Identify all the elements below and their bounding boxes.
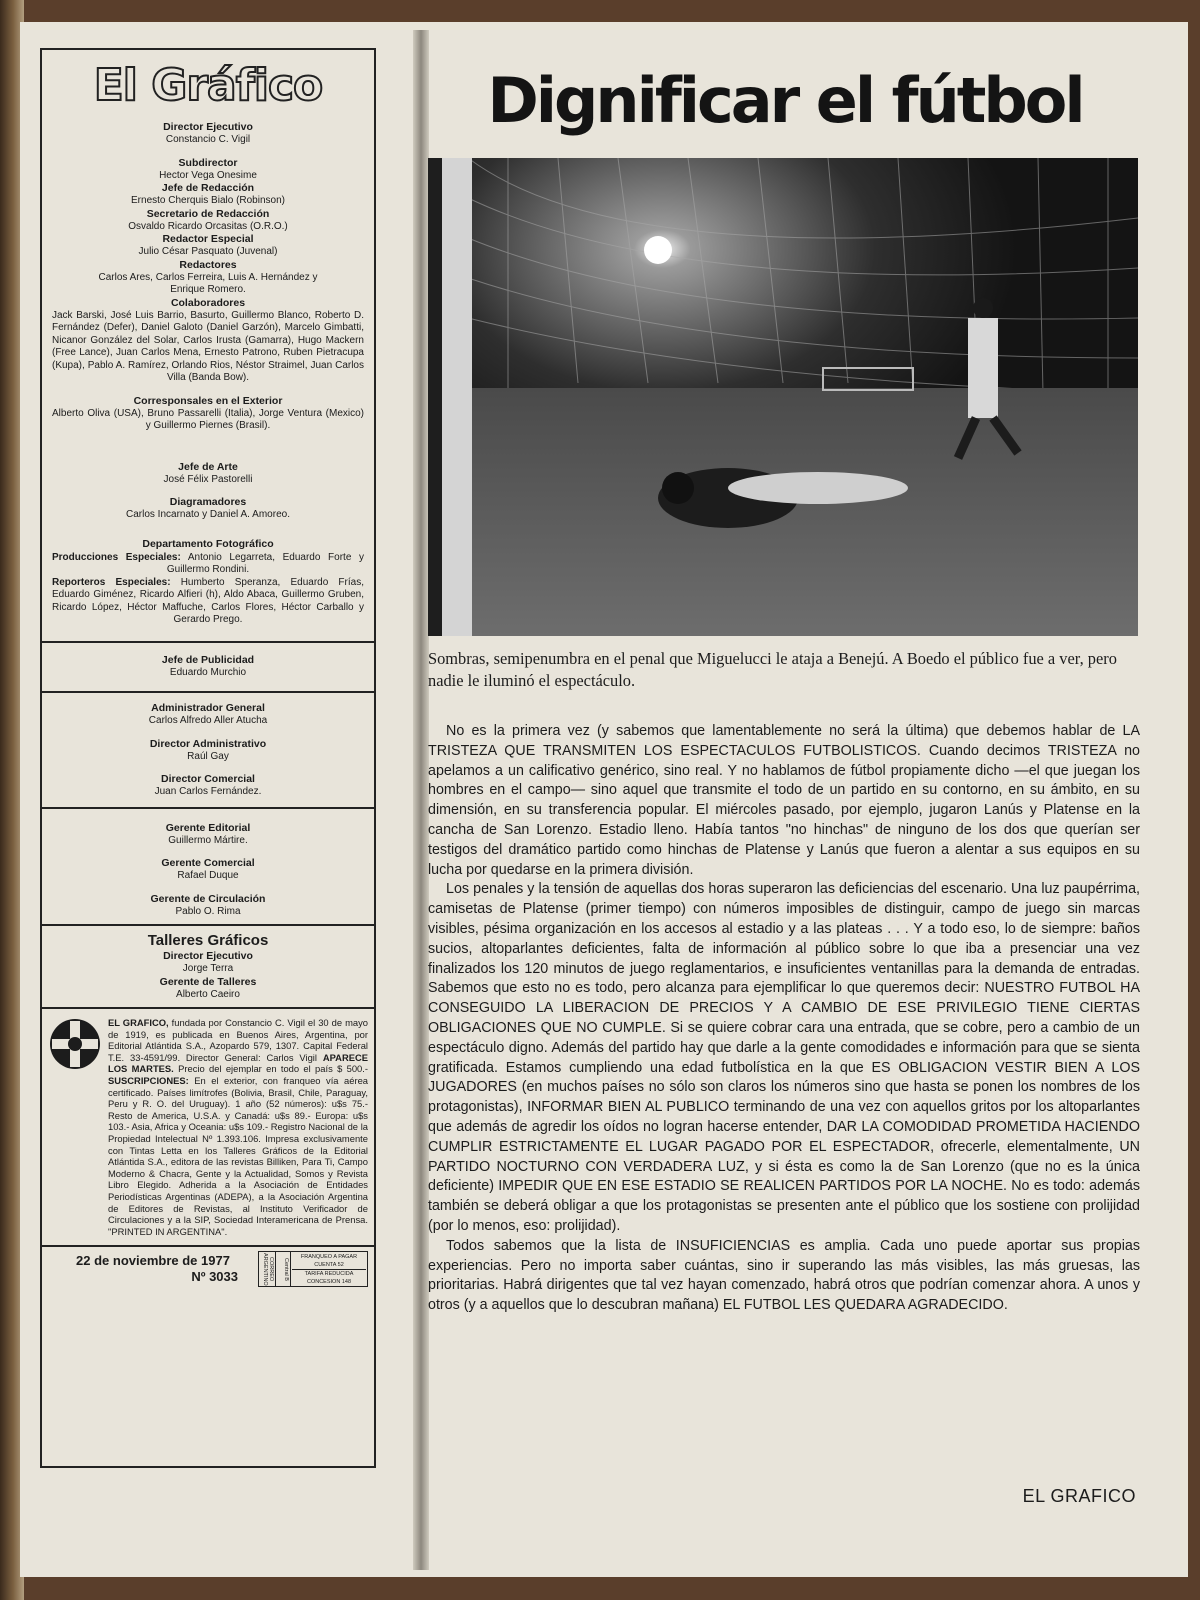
staff-role: Jefe de Redacción <box>161 182 255 194</box>
staff-names: Eduardo Murchio <box>169 666 247 678</box>
masthead-staff <box>42 50 374 643</box>
staff-names: Guillermo Mártire. <box>168 834 248 846</box>
publisher-text-part: Precio del ejemplar en todo el país $ 500.- <box>178 1063 368 1075</box>
staff-names <box>46 552 370 577</box>
postal-col: Central B <box>276 1252 291 1286</box>
publisher-lead: EL GRAFICO, <box>108 1017 169 1028</box>
publisher-text <box>108 1017 368 1237</box>
talleres-section <box>42 926 374 1009</box>
article-paragraph: Los penales y la tensión de aquellas dos horas superaron las deficiencias del escenario. Una luz paupérrima, camisetas de Platense (primer tiempo) con números imposibles de distinguir, campo de juego sin marcas visibles, pésima organización en los accesos al estadio y a las plateas . . . Y a todo eso, lo de siempre: baños sucios, altoparlantes deficientes, falta de información al público sobre lo que iba a presenciar una vez finalizados los 120 minutos de juego reglamentarios, e insuficientes ventanillas para la demanda de entradas. Sabemos que esto no es todo, pero alcanza para ejemplificar lo que queremos decir: NUESTRO FUTBOL HA CONSEGUIDO LA LIBERACION DE PRECIOS Y A CAMBIO DE ESE PRIVILEGIO TIENE CIERTAS OBLIGACIONES QUE NO CUMPLE. Si se quiere cobrar cara una entrada, que se cobre, pero a cambio de un espectáculo digno. Además del partido hay que darle a la gente comodidades e información para que se sienta gratificada. Estamos cumpliendo una edad futbolística en la que ES OBLIGACION VESTIR BIEN A LOS JUGADORES (en muchos países no sólo son claros los números sino que hasta se ponen los nombres de los protagonistas), INFORMAR BIEN AL PUBLICO terminando de una vez con aquellos gritos por los altoparlantes que además de agredir los oídos no logran hacerse entender, DAR LA COMODIDAD PROMETIDA HACIENDO CUMPLIR ESTRICTAMENTE EL LUGAR PAGADO POR EL ESPECTADOR, ofrecerle, elementalmente, UN PARTIDO NOCTURNO CON VERDADERA LUZ, y si ésta es como la de San Lorenzo (que no es la única deficiente) IMPEDIR QUE EN ESE ESTADIO SE REALICEN PARTIDOS POR LA NOCHE. No es todo: además también se deberá obligar a que los protagonistas se presenten ante el público que los sostiene con prolijidad (por lo menos, eso: prolijidad). <box>428 881 1140 1234</box>
article-headline: Dignificar el fútbol <box>487 64 1083 137</box>
staff-names <box>46 577 370 627</box>
postal-text: CONCESION 148 <box>306 1279 351 1286</box>
issue-number: Nº 3033 <box>191 1269 238 1285</box>
staff-names: Osvaldo Ricardo Orcasitas (O.R.O.) <box>128 220 288 232</box>
staff-names: Alberto Caeiro <box>176 988 240 1000</box>
issue-date: 22 de noviembre de 1977 <box>76 1253 230 1269</box>
staff-names: Ernesto Cherquis Bialo (Robinson) <box>131 195 285 206</box>
staff-names: Pablo O. Rima <box>175 905 241 917</box>
article-paragraph: Todos sabemos que la lista de INSUFICIENCIAS es amplia. Cada uno puede aportar sus propias experiencias. Pero no importa saber cuántas, sino ir superando las más visibles, las más gruesas, las prioritarias. Habrá dirigentes que tal vez hayan comenzado, habrá otros que podrían comenzar ahora. A unos y otros (y a aquellos que lo descubran mañana) EL FUTBOL LES QUEDARA AGRADECIDO. <box>428 1237 1140 1314</box>
postal-text: FRANQUEO A PAGAR <box>300 1254 358 1261</box>
staff-role: Gerente de Talleres <box>159 975 257 988</box>
staff-role: Jefe de Arte <box>178 460 238 473</box>
staff-role: Diagramadores <box>169 496 247 508</box>
staff-role: Gerente de Circulación <box>150 892 266 905</box>
admin-section <box>42 693 374 809</box>
article-signature: EL GRAFICO <box>1022 1486 1136 1506</box>
staff-names: Jack Barski, José Luis Barrio, Basurto, Guillermo Blanco, Roberto D. Fernández (Defer), Daniel Galoto (Daniel Garzón), Marcelo Gimbatti, Nicanor González del Solar, Carlos Irusta (Gamarra), Hugo Mackern (Free Lance), Juan Carlos Mena, Ernesto Patrono, Ruben Pietracupa (Kupa), Pablo A. Ramírez, Orlando Rios, Néstor Straimel, Juan Carlos Villa (Banda Bow). <box>52 309 364 383</box>
staff-names: Alberto Oliva (USA), Bruno Passarelli (Italia), Jorge Ventura (Mexico) y Guillermo Piernes (Brasil). <box>52 407 364 431</box>
postal-box <box>258 1251 368 1287</box>
staff-role: Producciones Especiales: <box>52 551 181 563</box>
publisher-bold: SUSCRIPCIONES: <box>108 1074 189 1086</box>
staff-names: Juan Carlos Fernández. <box>154 786 262 797</box>
staff-names: Carlos Alfredo Aller Atucha <box>148 715 268 726</box>
staff-role: Secretario de Redacción <box>146 207 270 220</box>
talleres-title: Talleres Gráficos <box>147 932 269 949</box>
staff-names: Constancio C. Vigil <box>165 134 251 145</box>
staff-role: Director Ejecutivo <box>163 121 253 133</box>
publisher-info <box>42 1009 374 1247</box>
article-body <box>428 722 1140 1316</box>
postal-text: CUENTA 52 <box>292 1261 366 1270</box>
staff-role: Reporteros Especiales: <box>52 576 171 588</box>
staff-names: Hector Vega Onesime <box>159 169 257 181</box>
postal-tariff <box>291 1252 367 1286</box>
staff-role: Colaboradores <box>170 296 246 309</box>
atlantida-logo-icon <box>48 1017 102 1071</box>
photo-caption: Sombras, semipenumbra en el penal que Miguelucci le ataja a Benejú. A Boedo el público fue a ver, pero nadie le iluminó el espectáculo. <box>428 649 1117 690</box>
staff-role: Redactor Especial <box>162 233 254 245</box>
el-grafico-logo: El Gráfico <box>93 60 323 111</box>
gerentes-section <box>42 809 374 927</box>
staff-names: Julio César Pasquato (Juvenal) <box>138 246 278 257</box>
staff-role: Director Administrativo <box>149 737 267 750</box>
staff-names: Humberto Speranza, Eduardo Frías, Eduardo Giménez, Ricardo Alfieri (h), Aldo Abaca, Guillermo Gruben, Ricardo López, Héctor Maffuche, Carlos Flores, Héctor Carballo y Gerardo Prego. <box>52 576 364 625</box>
staff-role: Administrador General <box>151 702 265 714</box>
publisher-bold: APARECE LOS MARTES. <box>108 1051 368 1075</box>
postal-col: CORREO ARGENTINO <box>259 1252 276 1286</box>
staff-role: Corresponsales en el Exterior <box>133 394 283 407</box>
issue-footer <box>42 1247 374 1291</box>
publisher-text-part: En el exterior, con franqueo vía aérea certificado. Países limítrofes (Bolivia, Brasil, Chile, Paraguay, Peru y R. O. del Uruguay). 1 año (52 números): u$s 75.- Resto de America, U.S.A. y Canadá: u$s 89.- Europa: u$s 103.- Asia, Africa y Oceania: u$s 109.- Registro Nacional de la Propiedad Intelectual Nº 1.393.106. Impresa exclusivamente con Tintas Letta en los Talleres Gráficos de la Editorial Atlántida S.A., editora de las revistas Billiken, Para Ti, Campo Moderno & Chacra, Gente y la Actualidad, Somos y Revista Libro Elegido. Adherida a la Asociación de Entidades Periodísticas Argentinas (ADEPA), a la Asociación Argentina de Editores de Revistas, al Instituto Verificador de Circulaciones y a la SIP, Sociedad Interamericana de Prensa. "PRINTED IN ARGENTINA". <box>108 1074 368 1237</box>
staff-names: José Félix Pastorelli <box>163 473 253 485</box>
match-photo <box>428 158 1138 636</box>
staff-role: Departamento Fotográfico <box>142 537 274 550</box>
postal-text: TARIFA REDUCIDA <box>304 1271 354 1278</box>
issue-date-block <box>48 1253 258 1285</box>
staff-names: Raúl Gay <box>187 750 229 762</box>
staff-names: Jorge Terra <box>182 963 234 974</box>
staff-names: Rafael Duque <box>177 870 239 881</box>
page-gutter <box>413 30 429 1570</box>
staff-names: Antonio Legarreta, Eduardo Forte y Guillermo Rondini. <box>166 551 365 575</box>
staff-role: Gerente Editorial <box>165 821 251 834</box>
article-paragraph: No es la primera vez (y sabemos que lamentablemente no será la última) que debemos hablar de LA TRISTEZA QUE TRANSMITEN LOS ESPECTACULOS FUTBOLISTICOS. Cuando decimos TRISTEZA no apelamos a un calificativo genérico, sino real. Y no hablamos de fútbol propiamente dicho —el que juegan los hombres en el campo— sino aquel que transmite el todo de un partido en su contorno, en su ámbito, en su dimensión, en su transferencia popular. El miércoles pasado, por ejemplo, jugaron Lanús y Platense en la cancha de San Lorenzo. Estadio lleno. Había tantos "no hinchas" de ninguno de los dos que querían ser testigos del dramático partido como hinchas de Platense y Lanús que fueron a alentar a sus equipos en su lucha por quedarse en la primera división. <box>428 723 1140 878</box>
staff-role: Redactores <box>179 258 237 271</box>
staff-role: Director Comercial <box>161 773 255 785</box>
staff-role: Subdirector <box>178 156 238 169</box>
publisher-text-part: fundada por Constancio C. Vigil el 30 de mayo de 1919, es publicada en Buenos Aires, Argentina, por Editorial Atlántida S.A., Azopardo 579, 1307. Capital Federal T.E. 33-4591/99. Director General: Carlos Vigil <box>108 1017 368 1063</box>
staff-names: Carlos Ares, Carlos Ferreira, Luis A. Hernández y Enrique Romero. <box>98 271 318 295</box>
staff-role: Jefe de Publicidad <box>161 653 255 666</box>
staff-role: Gerente Comercial <box>161 857 255 869</box>
masthead-box <box>40 48 376 1468</box>
staff-names: Carlos Incarnato y Daniel A. Amoreo. <box>126 509 290 520</box>
publicidad-section <box>42 643 374 694</box>
staff-role: Director Ejecutivo <box>163 950 253 962</box>
